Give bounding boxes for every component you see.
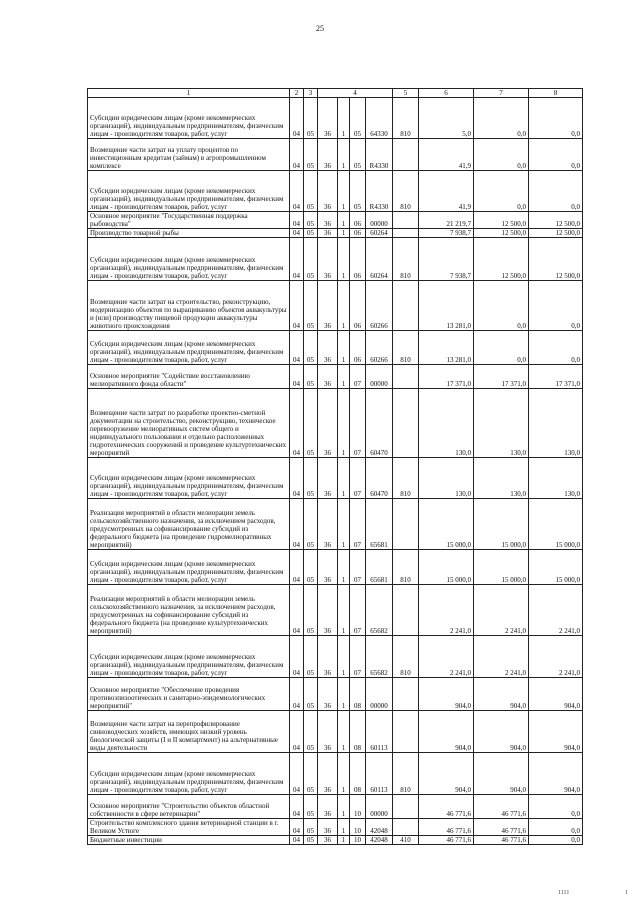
row-name: Субсидии юридическим лицам (кроме некоммерческих организаций), индивидуальным предпринимателям, физическим лицам - производителям товаров, работ, услуг [88, 458, 290, 499]
row-value: 12 500,0 [474, 238, 529, 281]
row-code: 36 [318, 836, 338, 845]
row-value: 904,0 [419, 711, 474, 753]
row-code [393, 585, 419, 636]
row-code: 65682 [366, 585, 393, 636]
row-code: 04 [290, 171, 304, 212]
row-value: 0,0 [474, 281, 529, 331]
footer-mark: 1 [625, 890, 628, 896]
row-value: 130,0 [419, 458, 474, 499]
row-value: 904,0 [474, 678, 529, 711]
row-code: 06 [350, 212, 366, 229]
row-code: 04 [290, 499, 304, 550]
row-code: 1 [338, 795, 350, 819]
row-code: 04 [290, 678, 304, 711]
row-value: 13 281,0 [419, 331, 474, 365]
row-value: 41,9 [419, 171, 474, 212]
row-value: 904,0 [419, 678, 474, 711]
row-code [393, 795, 419, 819]
row-code: 810 [393, 753, 419, 795]
footer-code: 1111 [558, 890, 570, 896]
row-code: 36 [318, 331, 338, 365]
row-value: 12 500,0 [474, 229, 529, 238]
row-code [393, 819, 419, 836]
row-value: 130,0 [529, 458, 583, 499]
row-value: 46 771,6 [474, 795, 529, 819]
row-code: 05 [304, 139, 318, 171]
row-code: 07 [350, 585, 366, 636]
row-value: 130,0 [474, 458, 529, 499]
budget-table [87, 88, 583, 845]
row-code: 1 [338, 229, 350, 238]
row-code: 05 [304, 711, 318, 753]
row-code [393, 281, 419, 331]
row-value: 0,0 [529, 331, 583, 365]
row-name: Субсидии юридическим лицам (кроме некоммерческих организаций), индивидуальным предпринимателям, физическим лицам - производителям товаров, работ, услуг [88, 636, 290, 678]
row-code [393, 139, 419, 171]
row-code: 810 [393, 550, 419, 585]
row-code: 65682 [366, 636, 393, 678]
row-name: Возмещение части затрат на перепрофилирование свиноводческих хозяйств, имеющих низкий уровень биологической защиты (I и II компартмент) на альтернативные виды деятельности [88, 711, 290, 753]
row-code: 36 [318, 678, 338, 711]
row-value: 15 000,0 [529, 499, 583, 550]
row-code: 04 [290, 229, 304, 238]
row-value: 15 000,0 [419, 499, 474, 550]
table-row [88, 499, 583, 550]
row-name: Реализация мероприятий в области мелиорации земель сельскохозяйственного назначения, за исключением расходов, предусмотренных на софинансирование субсидий из федерального бюджета (на проведение гидромелиоративных мероприятий) [88, 499, 290, 550]
row-code: 36 [318, 212, 338, 229]
row-value: 17 371,0 [529, 365, 583, 389]
row-code: 36 [318, 458, 338, 499]
row-code [393, 389, 419, 458]
row-code: 05 [304, 819, 318, 836]
row-code: 10 [350, 836, 366, 845]
row-code: 05 [304, 365, 318, 389]
row-code: 07 [350, 365, 366, 389]
row-code: 36 [318, 711, 338, 753]
row-value: 15 000,0 [474, 499, 529, 550]
row-code: 04 [290, 281, 304, 331]
table-row [88, 229, 583, 238]
row-code: 05 [304, 458, 318, 499]
row-code: R4330 [366, 139, 393, 171]
row-code: 1 [338, 585, 350, 636]
row-value: 0,0 [529, 281, 583, 331]
row-code: 04 [290, 331, 304, 365]
row-code: 65681 [366, 499, 393, 550]
col-header-1: 1 [88, 89, 290, 98]
table-row [88, 753, 583, 795]
row-name: Бюджетные инвестиции [88, 836, 290, 845]
row-code: 07 [350, 550, 366, 585]
table-row [88, 819, 583, 836]
row-code: 1 [338, 819, 350, 836]
row-code: 1 [338, 281, 350, 331]
row-code: 60113 [366, 711, 393, 753]
table-row [88, 281, 583, 331]
col-header-4: 4 [318, 89, 393, 98]
row-name: Производство товарной рыбы [88, 229, 290, 238]
row-code: 05 [304, 331, 318, 365]
row-value: 2 241,0 [474, 636, 529, 678]
row-code: 1 [338, 711, 350, 753]
row-name: Возмещение части затрат на уплату процентов по инвестиционным кредитам (займам) в агропромышленном комплексе [88, 139, 290, 171]
table-row [88, 212, 583, 229]
row-code: 10 [350, 795, 366, 819]
row-name: Основное мероприятие "Обеспечение проведения противоэпизоотических и санитарно-эпидемиологических мероприятий" [88, 678, 290, 711]
row-code: 1 [338, 171, 350, 212]
row-name: Основное мероприятие "Содействие восстановлению мелиоративного фонда области" [88, 365, 290, 389]
row-value: 130,0 [474, 389, 529, 458]
row-code: 05 [304, 585, 318, 636]
table-row [88, 238, 583, 281]
row-code: 08 [350, 678, 366, 711]
row-value: 0,0 [529, 98, 583, 139]
row-value: 7 938,7 [419, 238, 474, 281]
row-code: 04 [290, 585, 304, 636]
row-code: 05 [350, 98, 366, 139]
row-value: 15 000,0 [419, 550, 474, 585]
table-row [88, 458, 583, 499]
row-code: 00000 [366, 678, 393, 711]
row-code: 1 [338, 636, 350, 678]
row-code: 60113 [366, 753, 393, 795]
row-code: 04 [290, 389, 304, 458]
row-code: 04 [290, 550, 304, 585]
row-code: 10 [350, 819, 366, 836]
row-value: 15 000,0 [474, 550, 529, 585]
row-code: 1 [338, 98, 350, 139]
row-value: 17 371,0 [419, 365, 474, 389]
row-code: 07 [350, 499, 366, 550]
row-code [393, 499, 419, 550]
table-row [88, 365, 583, 389]
row-code: 810 [393, 331, 419, 365]
table-row [88, 711, 583, 753]
row-code: 1 [338, 499, 350, 550]
row-code: 04 [290, 238, 304, 281]
row-code: 05 [304, 212, 318, 229]
row-code: 05 [350, 139, 366, 171]
row-name: Субсидии юридическим лицам (кроме некоммерческих организаций), индивидуальным предпринимателям, физическим лицам - производителям товаров, работ, услуг [88, 98, 290, 139]
row-code: 1 [338, 753, 350, 795]
row-value: 46 771,6 [474, 836, 529, 845]
row-code: 04 [290, 795, 304, 819]
row-code: 05 [304, 753, 318, 795]
row-code: 04 [290, 636, 304, 678]
row-code: 07 [350, 389, 366, 458]
row-code: 1 [338, 550, 350, 585]
row-code: 04 [290, 819, 304, 836]
row-code: 04 [290, 98, 304, 139]
row-code: 05 [304, 171, 318, 212]
row-value: 0,0 [474, 331, 529, 365]
row-code: R4330 [366, 171, 393, 212]
column-header-row [88, 89, 583, 98]
row-code: 36 [318, 365, 338, 389]
row-value: 15 000,0 [529, 550, 583, 585]
row-value: 904,0 [529, 711, 583, 753]
row-code: 00000 [366, 365, 393, 389]
row-code [393, 678, 419, 711]
row-value: 46 771,6 [419, 836, 474, 845]
row-code: 810 [393, 98, 419, 139]
row-code: 05 [304, 281, 318, 331]
table-row [88, 678, 583, 711]
row-value: 21 219,7 [419, 212, 474, 229]
row-value: 130,0 [529, 389, 583, 458]
row-name: Субсидии юридическим лицам (кроме некоммерческих организаций), индивидуальным предпринимателям, физическим лицам - производителям товаров, работ, услуг [88, 331, 290, 365]
row-code: 36 [318, 819, 338, 836]
table-row [88, 636, 583, 678]
row-code: 36 [318, 238, 338, 281]
row-code: 04 [290, 139, 304, 171]
row-code: 08 [350, 711, 366, 753]
row-value: 0,0 [529, 139, 583, 171]
row-code: 60266 [366, 331, 393, 365]
row-code: 04 [290, 836, 304, 845]
row-value: 12 500,0 [529, 238, 583, 281]
table-row [88, 550, 583, 585]
row-code: 36 [318, 281, 338, 331]
row-code: 42048 [366, 819, 393, 836]
row-value: 0,0 [474, 171, 529, 212]
row-value: 41,9 [419, 139, 474, 171]
row-code: 06 [350, 281, 366, 331]
row-code: 810 [393, 171, 419, 212]
row-code: 410 [393, 836, 419, 845]
row-code: 36 [318, 139, 338, 171]
row-value: 46 771,6 [419, 819, 474, 836]
row-name: Основное мероприятие "Строительство объектов областной собственности в сфере ветеринарии" [88, 795, 290, 819]
row-value: 2 241,0 [419, 636, 474, 678]
row-value: 0,0 [529, 171, 583, 212]
row-code: 05 [304, 229, 318, 238]
row-code: 05 [304, 678, 318, 711]
row-value: 2 241,0 [529, 585, 583, 636]
row-value: 904,0 [474, 753, 529, 795]
row-code: 04 [290, 365, 304, 389]
row-code: 04 [290, 212, 304, 229]
row-name: Субсидии юридическим лицам (кроме некоммерческих организаций), индивидуальным предпринимателям, физическим лицам - производителям товаров, работ, услуг [88, 753, 290, 795]
row-code: 60470 [366, 389, 393, 458]
table-row [88, 389, 583, 458]
row-code: 00000 [366, 212, 393, 229]
row-code: 1 [338, 836, 350, 845]
row-code: 1 [338, 678, 350, 711]
row-value: 5,0 [419, 98, 474, 139]
row-code [393, 711, 419, 753]
row-value: 904,0 [474, 711, 529, 753]
row-code: 05 [304, 795, 318, 819]
row-code: 60264 [366, 229, 393, 238]
row-code: 00000 [366, 795, 393, 819]
row-code: 36 [318, 171, 338, 212]
col-header-5: 5 [393, 89, 419, 98]
row-name: Субсидии юридическим лицам (кроме некоммерческих организаций), индивидуальным предпринимателям, физическим лицам - производителям товаров, работ, услуг [88, 238, 290, 281]
table-row [88, 98, 583, 139]
row-code: 1 [338, 365, 350, 389]
row-name: Реализация мероприятий в области мелиорации земель сельскохозяйственного назначения, за исключением расходов, предусмотренных на софинансирование субсидий из федерального бюджета (на проведение культуртехнических мероприятий) [88, 585, 290, 636]
row-code: 05 [304, 238, 318, 281]
row-code: 07 [350, 458, 366, 499]
row-code: 64330 [366, 98, 393, 139]
row-value: 0,0 [474, 98, 529, 139]
row-code: 1 [338, 212, 350, 229]
table-row [88, 171, 583, 212]
row-code: 36 [318, 636, 338, 678]
row-code: 36 [318, 753, 338, 795]
table-row [88, 836, 583, 845]
col-header-3: 3 [304, 89, 318, 98]
row-code: 1 [338, 139, 350, 171]
row-code: 810 [393, 238, 419, 281]
row-name: Основное мероприятие "Государственная поддержка рыбоводства" [88, 212, 290, 229]
row-code: 04 [290, 711, 304, 753]
row-code: 36 [318, 795, 338, 819]
row-value: 130,0 [419, 389, 474, 458]
row-code: 60470 [366, 458, 393, 499]
row-value: 904,0 [419, 753, 474, 795]
row-value: 12 500,0 [529, 212, 583, 229]
row-value: 46 771,6 [419, 795, 474, 819]
table-row [88, 585, 583, 636]
row-value: 2 241,0 [529, 636, 583, 678]
row-code: 60264 [366, 238, 393, 281]
row-code: 05 [304, 836, 318, 845]
row-code: 36 [318, 550, 338, 585]
row-value: 0,0 [474, 139, 529, 171]
row-code: 06 [350, 331, 366, 365]
row-value: 2 241,0 [474, 585, 529, 636]
row-code: 60266 [366, 281, 393, 331]
row-code: 07 [350, 636, 366, 678]
row-code: 04 [290, 458, 304, 499]
col-header-7: 7 [474, 89, 529, 98]
row-code [393, 229, 419, 238]
col-header-6: 6 [419, 89, 474, 98]
row-name: Субсидии юридическим лицам (кроме некоммерческих организаций), индивидуальным предпринимателям, физическим лицам - производителям товаров, работ, услуг [88, 550, 290, 585]
table-row [88, 795, 583, 819]
row-code: 1 [338, 238, 350, 281]
row-code: 05 [304, 98, 318, 139]
row-name: Возмещение части затрат по разработке проектно-сметной документации на строительство, реконструкцию, техническое перевооружение мелиоративных систем общего и индивидуального пользования и отдельно расположенных гидротехнических сооружений и проведение культуртехнических мероприятий [88, 389, 290, 458]
row-value: 12 500,0 [474, 212, 529, 229]
row-code: 08 [350, 753, 366, 795]
row-code: 06 [350, 229, 366, 238]
row-code: 1 [338, 458, 350, 499]
row-value: 13 281,0 [419, 281, 474, 331]
row-code: 06 [350, 238, 366, 281]
col-header-8: 8 [529, 89, 583, 98]
row-code: 05 [350, 171, 366, 212]
row-code: 05 [304, 389, 318, 458]
row-code: 05 [304, 499, 318, 550]
row-code: 05 [304, 550, 318, 585]
row-value: 0,0 [529, 795, 583, 819]
table-row [88, 331, 583, 365]
row-code: 42048 [366, 836, 393, 845]
row-value: 2 241,0 [419, 585, 474, 636]
row-name: Строительство комплексного здания ветеринарной станции в г. Великом Устюге [88, 819, 290, 836]
row-value: 904,0 [529, 753, 583, 795]
row-code: 36 [318, 499, 338, 550]
row-value: 46 771,6 [474, 819, 529, 836]
row-name: Возмещение части затрат на строительство, реконструкцию, модернизацию объектов по выращиванию объектов аквакультуры и (или) производству пищевой продукции аквакультуры животного происхождения [88, 281, 290, 331]
row-code: 1 [338, 331, 350, 365]
row-code: 36 [318, 585, 338, 636]
row-value: 12 500,0 [529, 229, 583, 238]
row-value: 0,0 [529, 836, 583, 845]
row-code: 810 [393, 636, 419, 678]
row-value: 0,0 [529, 819, 583, 836]
row-value: 17 371,0 [474, 365, 529, 389]
row-code: 36 [318, 229, 338, 238]
table-row [88, 139, 583, 171]
row-code: 04 [290, 753, 304, 795]
row-code: 810 [393, 458, 419, 499]
row-value: 904,0 [529, 678, 583, 711]
col-header-2: 2 [290, 89, 304, 98]
row-code [393, 365, 419, 389]
page-number: 25 [316, 24, 324, 33]
row-code [393, 212, 419, 229]
row-code: 36 [318, 389, 338, 458]
row-code: 65681 [366, 550, 393, 585]
row-code: 05 [304, 636, 318, 678]
row-value: 7 938,7 [419, 229, 474, 238]
row-code: 1 [338, 389, 350, 458]
row-code: 36 [318, 98, 338, 139]
row-name: Субсидии юридическим лицам (кроме некоммерческих организаций), индивидуальным предпринимателям, физическим лицам - производителям товаров, работ, услуг [88, 171, 290, 212]
